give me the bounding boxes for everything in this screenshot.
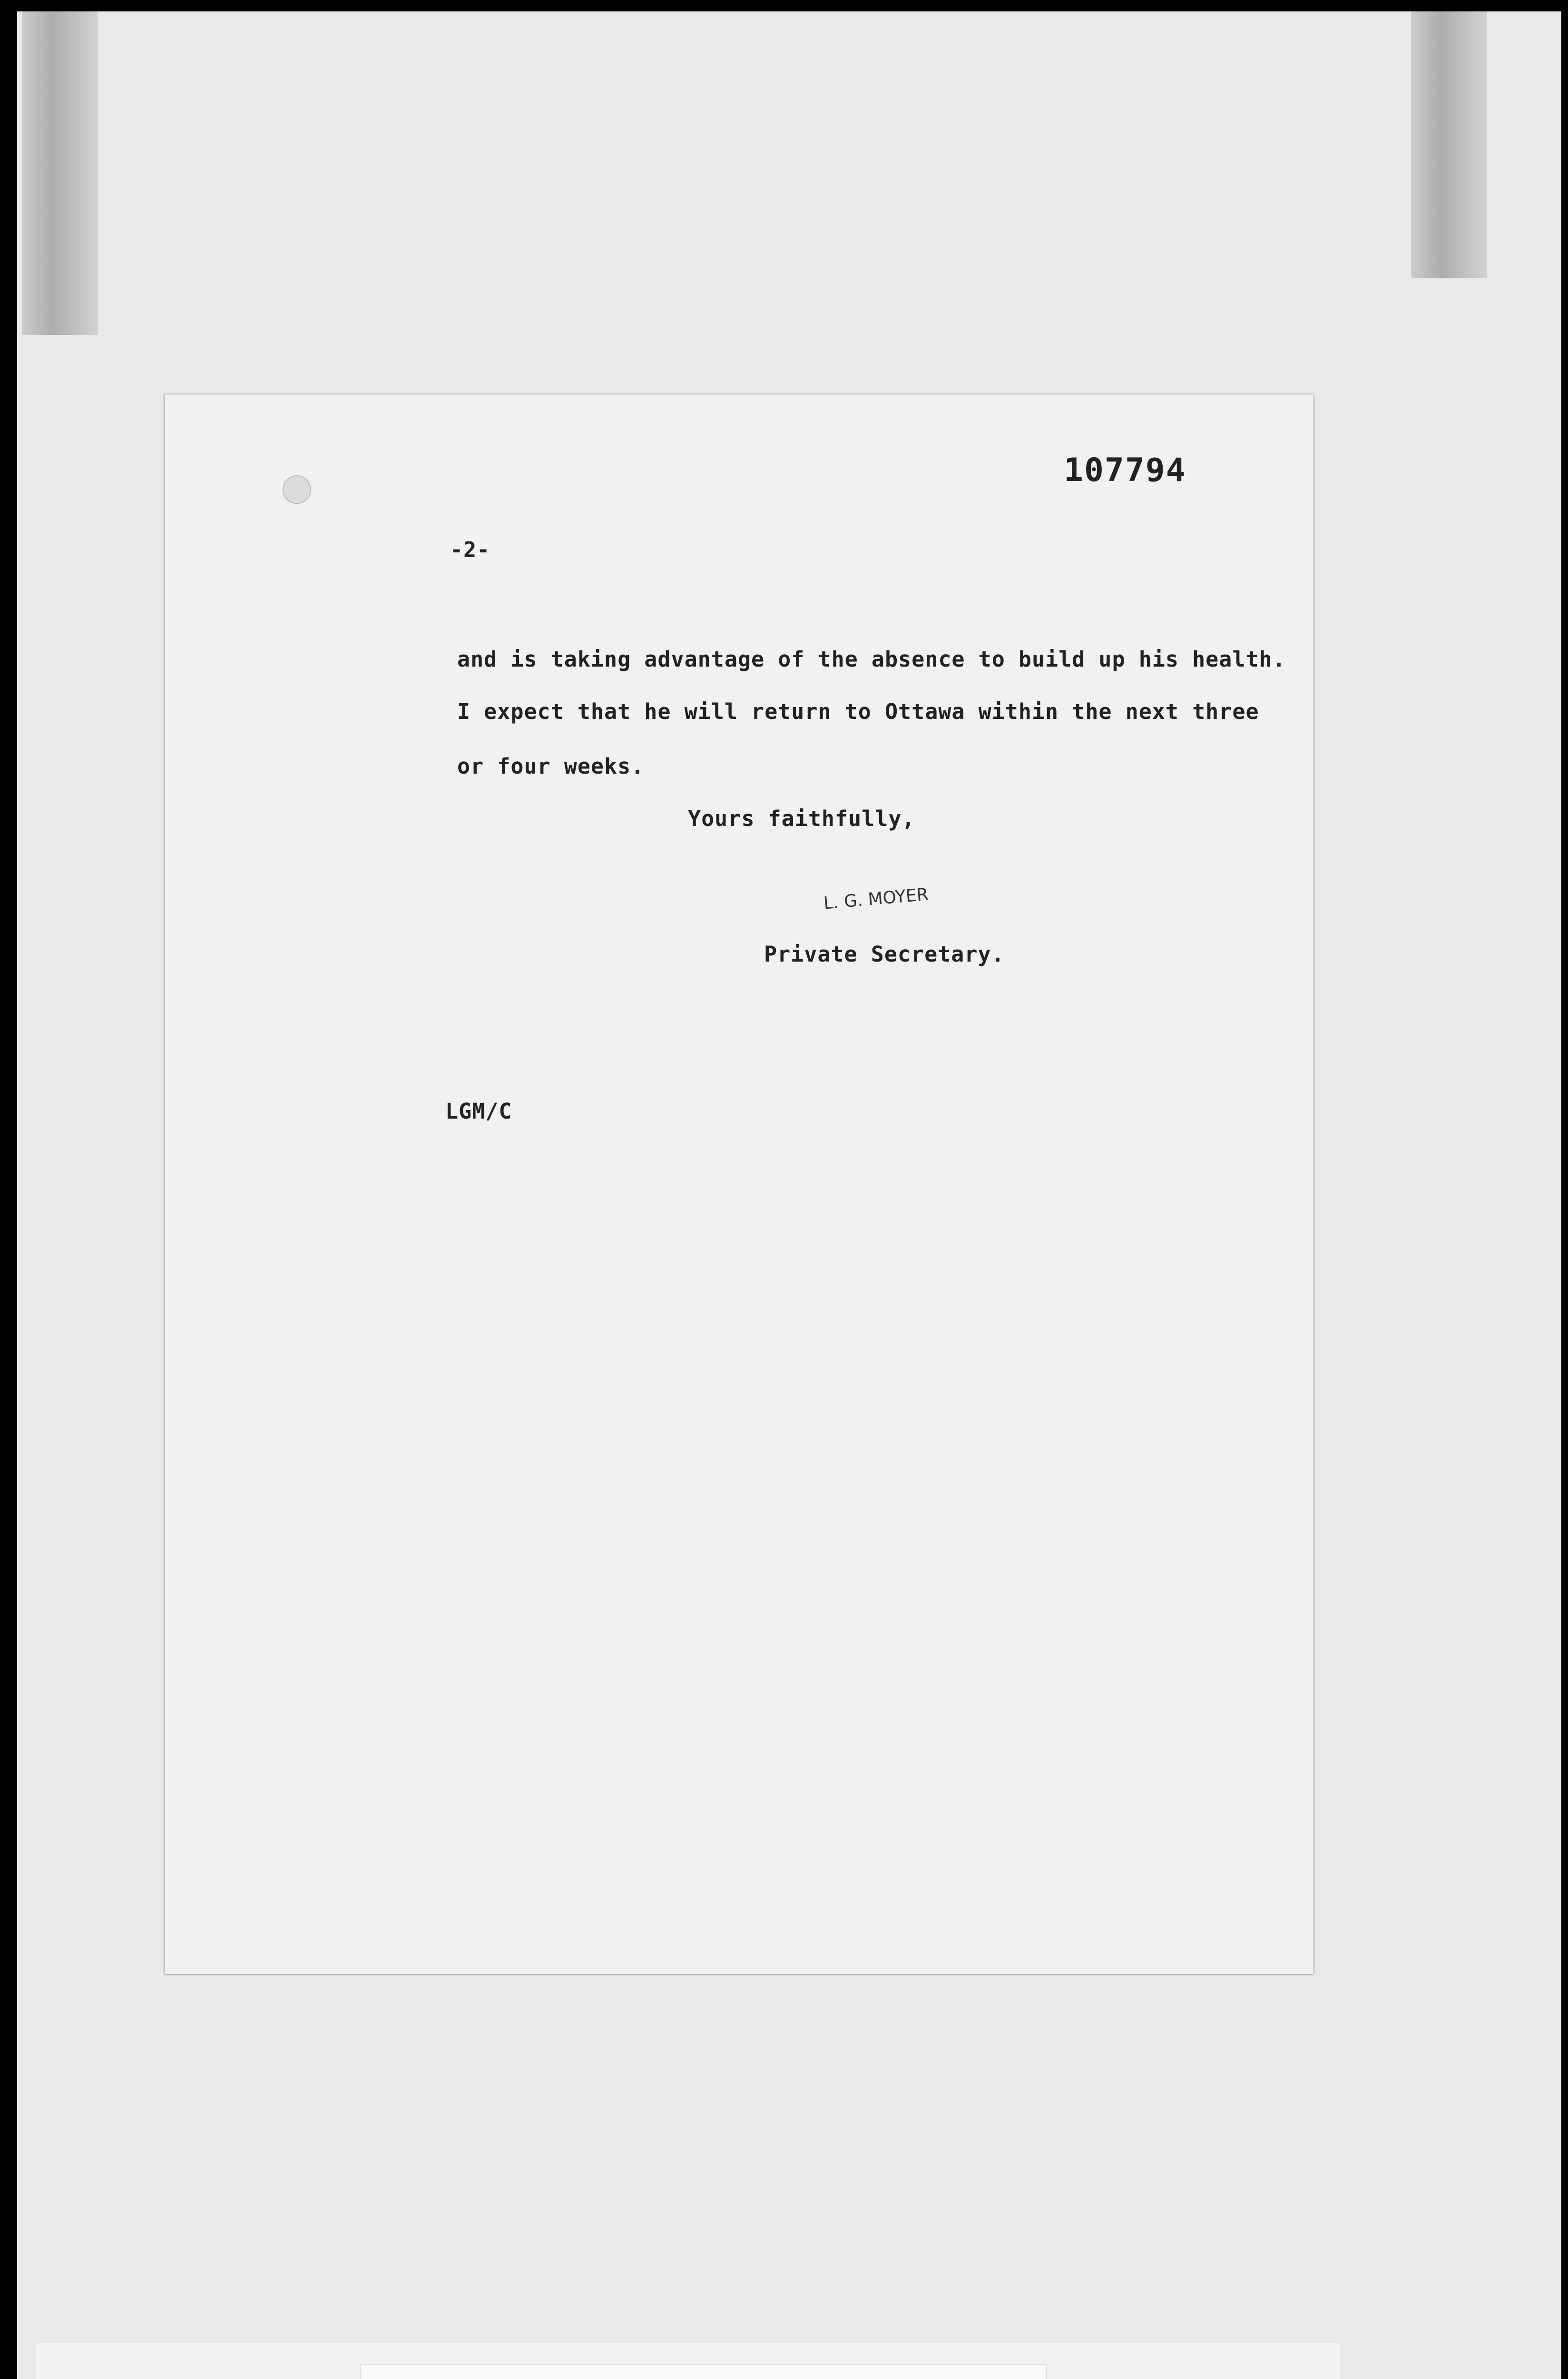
document-number: 107794 [1064,452,1186,489]
signer-title: Private Secretary. [764,942,1005,967]
scan-background [17,11,1561,2379]
archives-label [36,2343,1340,2379]
closing: Yours faithfully, [688,806,915,831]
body-line: and is taking advantage of the absence to build up his health. [457,647,1286,672]
letter-page [165,394,1313,1974]
volume-label [360,2364,1047,2379]
signature-stamp: L. G. MOYER [823,885,930,914]
punch-hole [283,475,311,504]
body-line: I expect that he will return to Ottawa within the next three [457,699,1259,724]
page-number: -2- [450,537,490,562]
reference-initials: LGM/C [445,1099,512,1124]
body-line: or four weeks. [457,754,645,779]
tape-strip [1411,11,1487,278]
tape-strip [22,11,98,335]
